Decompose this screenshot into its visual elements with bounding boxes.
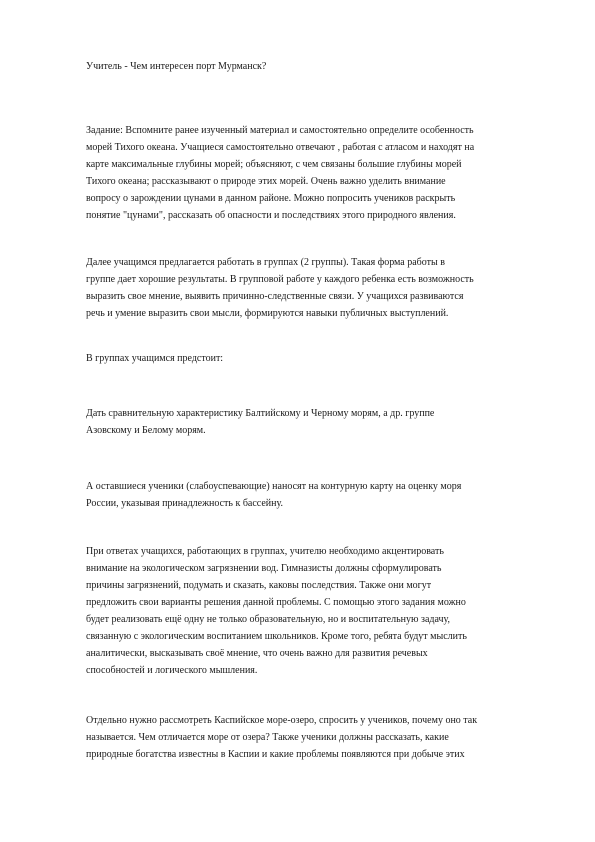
text-line: внимание на экологическом загрязнении вод. Гимназисты должны сформулировать (86, 563, 442, 574)
paragraph-caspian (86, 712, 526, 763)
paragraph-contour-map (86, 478, 526, 512)
text-line: Отдельно нужно рассмотреть Каспийское море-озеро, спросить у учеников, почему оно так (86, 715, 478, 726)
text-line: аналитически, высказывать своё мнение, что очень важно для развития речевых (86, 648, 428, 659)
paragraph-ecology (86, 543, 526, 679)
paragraph-groups-intro (86, 350, 526, 367)
text-line: группе дает хорошие результаты. В групповой работе у каждого ребенка есть возможность (86, 274, 474, 285)
text-line: России, указывая принадлежность к бассейну. (86, 498, 283, 509)
text-line: связанную с экологическим воспитанием школьников. Кроме того, ребята будут мыслить (86, 631, 467, 642)
text-line: способностей и логического мышления. (86, 665, 258, 676)
text-line: Учитель - Чем интересен порт Мурманск? (86, 61, 267, 72)
text-line: При ответах учащихся, работающих в группах, учителю необходимо акцентировать (86, 546, 444, 557)
text-line: речь и умение выразить свои мысли, формируются навыки публичных выступлений. (86, 308, 449, 319)
paragraph-group-work (86, 254, 526, 322)
paragraph-teacher-question (86, 58, 526, 75)
text-line: предложить свои варианты решения данной проблемы. С помощью этого задания можно (86, 597, 466, 608)
text-line: В группах учащимся предстоит: (86, 353, 224, 364)
text-line: морей Тихого океана. Учащиеся самостоятельно отвечают , работая с атласом и находят на (86, 142, 475, 153)
text-line: природные богатства известны в Каспии и какие проблемы появляются при добыче этих (86, 749, 465, 760)
text-line: Азовскому и Белому морям. (86, 425, 206, 436)
text-line: Дать сравнительную характеристику Балтийскому и Черному морям, а др. группе (86, 408, 435, 419)
text-line: Задание: Вспомните ранее изученный материал и самостоятельно определите особенность (86, 125, 474, 136)
text-line: называется. Чем отличается море от озера? Также ученики должны рассказать, какие (86, 732, 449, 743)
text-line: карте максимальные глубины морей; объясняют, с чем связаны большие глубины морей (86, 159, 462, 170)
text-line: Тихого океана; рассказывают о природе этих морей. Очень важно уделить внимание (86, 176, 446, 187)
paragraph-task (86, 122, 526, 224)
text-line: Далее учащимся предлагается работать в группах (2 группы). Такая форма работы в (86, 257, 445, 268)
text-line: выразить свое мнение, выявить причинно-следственные связи. У учащихся развиваются (86, 291, 464, 302)
text-line: понятие "цунами", рассказать об опасности и последствиях этого природного явления. (86, 210, 456, 221)
text-line: причины загрязнений, подумать и сказать, каковы последствия. Также они могут (86, 580, 432, 591)
text-line: будет реализовать ещё одну не только образовательную, но и воспитательную задачу, (86, 614, 451, 625)
text-line: А оставшиеся ученики (слабоуспевающие) наносят на контурную карту на оценку моря (86, 481, 462, 492)
paragraph-comparison (86, 405, 526, 439)
text-line: вопросу о зарождении цунами в данном районе. Можно попросить учеников раскрыть (86, 193, 456, 204)
